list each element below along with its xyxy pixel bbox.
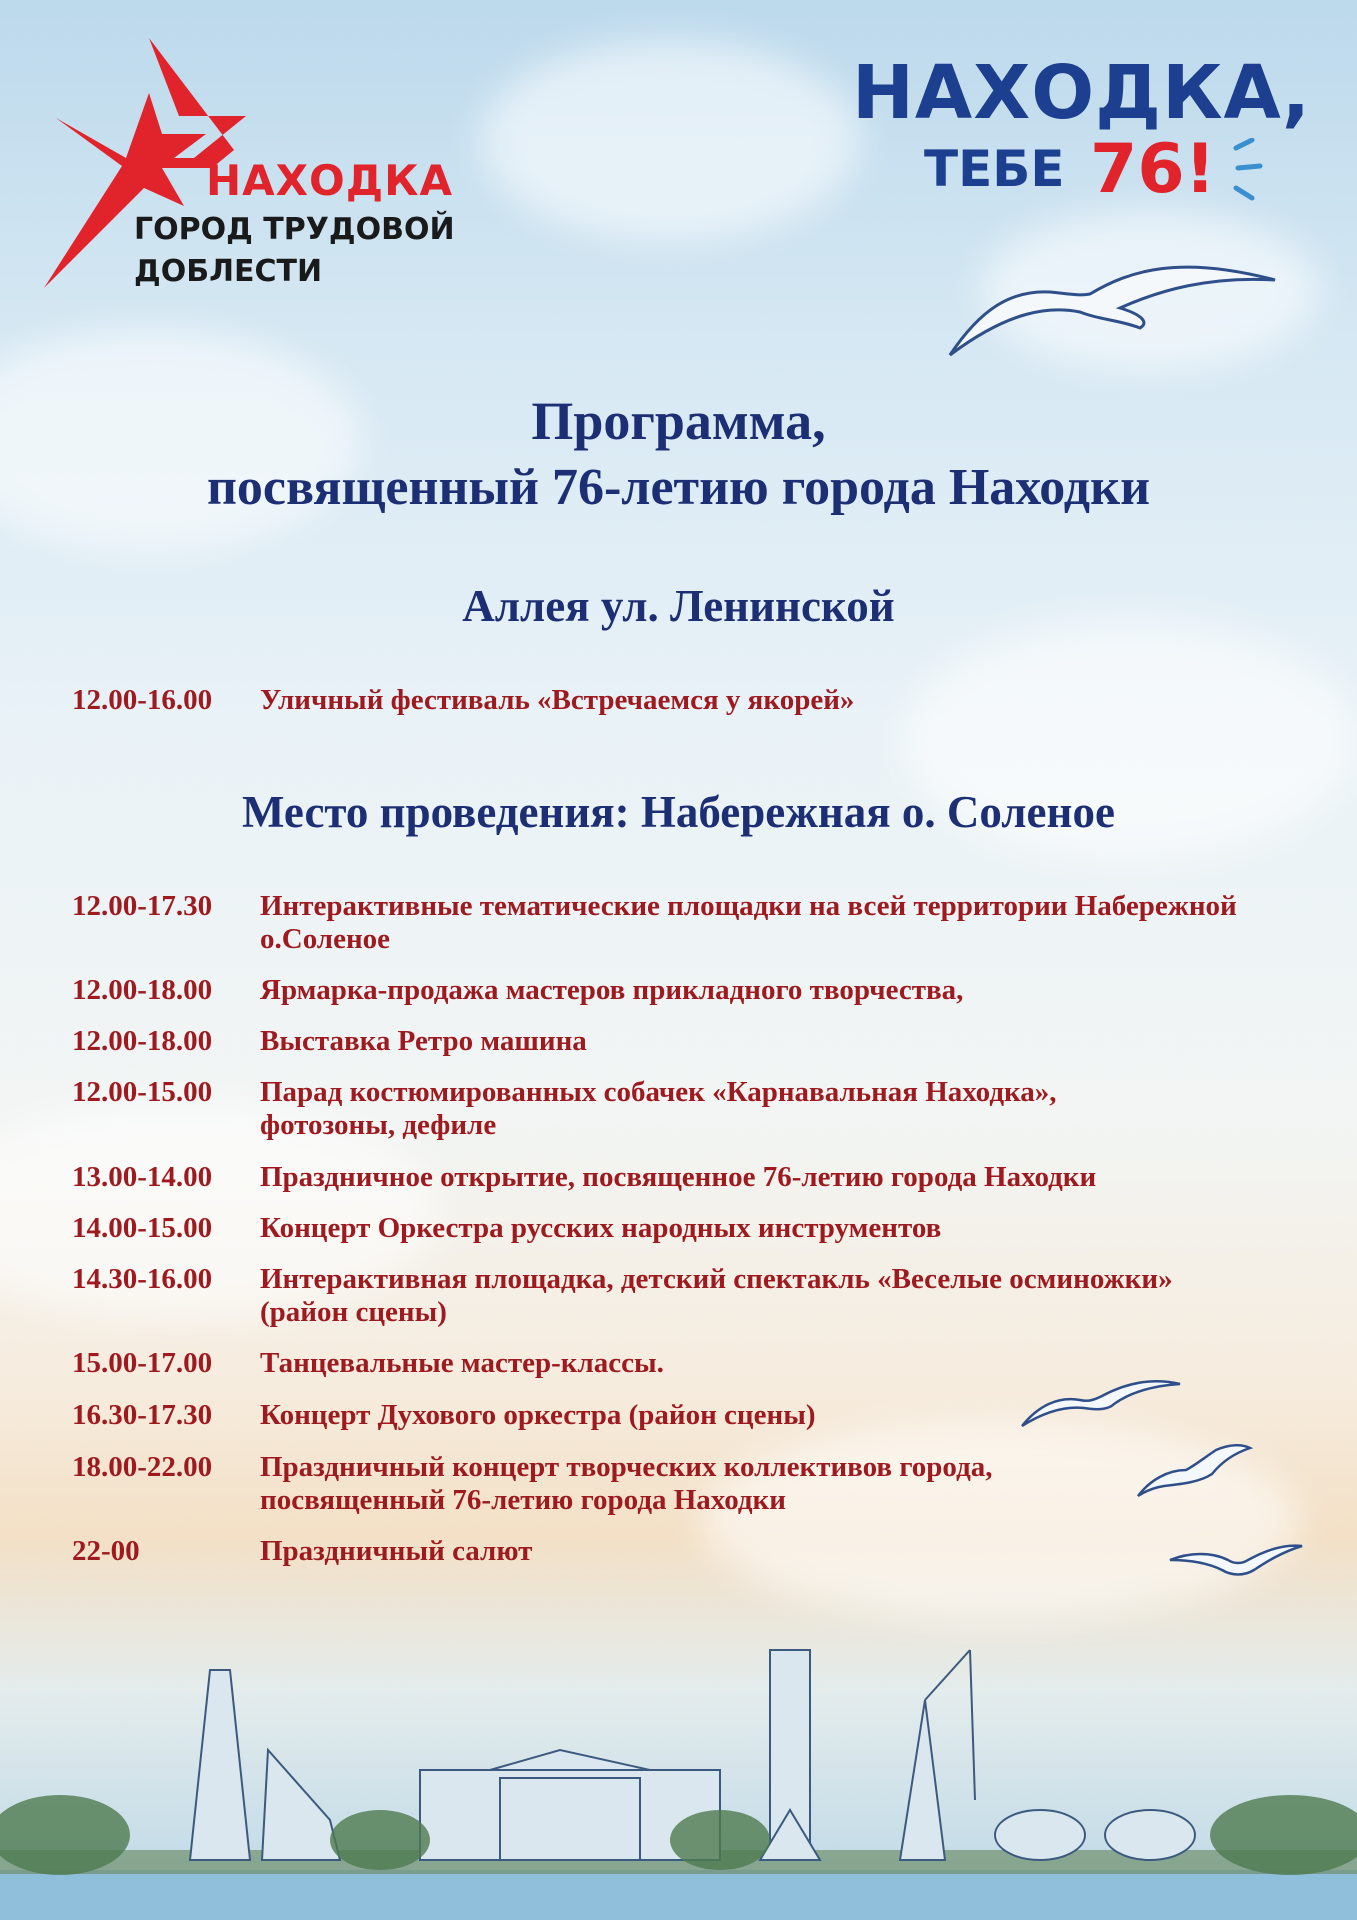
anniversary-headline: НАХОДКА, <box>852 50 1311 136</box>
event-description: Ярмарка-продажа мастеров прикладного творчества, <box>260 974 964 1006</box>
event-description: Концерт Духового оркестра (район сцены) <box>260 1399 816 1431</box>
event-time: 12.00-16.00 <box>72 684 213 716</box>
seagull-icon <box>1018 1370 1183 1430</box>
event-time: 16.30-17.30 <box>72 1399 213 1431</box>
event-description: Концерт Оркестра русских народных инструментов <box>260 1212 942 1244</box>
event-description-line2: посвященный 76-летию города Находки <box>260 1484 786 1516</box>
program-title: Программа, <box>531 391 826 451</box>
program-subtitle: посвященный 76-летию города Находки <box>206 459 1151 516</box>
logo-tagline-line1: ГОРОД ТРУДОВОЙ <box>134 212 455 247</box>
section-heading-embankment: Место проведения: Набережная о. Соленое <box>242 787 1115 837</box>
seagull-icon <box>940 250 1280 360</box>
event-time: 14.30-16.00 <box>72 1263 213 1295</box>
event-description-line1: Парад костюмированных собачек «Карнавальная Находка», <box>260 1076 1057 1108</box>
cloud-decoration <box>480 40 860 240</box>
event-description: Праздничный салют <box>260 1535 533 1567</box>
event-time: 15.00-17.00 <box>72 1347 213 1379</box>
event-time: 14.00-15.00 <box>72 1212 213 1244</box>
event-time: 22-00 <box>72 1535 140 1567</box>
seagull-icon <box>1166 1540 1306 1582</box>
event-description-line1: Праздничный концерт творческих коллективов города, <box>260 1451 993 1483</box>
logo-tagline-line2: ДОБЛЕСТИ <box>134 254 323 289</box>
event-description-line2: фотозоны, дефиле <box>260 1109 497 1141</box>
event-time: 12.00-18.00 <box>72 974 213 1006</box>
event-description-line2: (район сцены) <box>260 1296 447 1328</box>
event-time: 12.00-17.30 <box>72 890 213 922</box>
event-description: Выставка Ретро машина <box>260 1025 587 1057</box>
anniversary-number: 76! <box>1090 130 1216 209</box>
event-description-line2: о.Соленое <box>260 923 391 955</box>
seagull-icon <box>1134 1440 1254 1500</box>
event-time: 12.00-15.00 <box>72 1076 213 1108</box>
event-description <box>260 1263 1357 1329</box>
event-description-line1: Интерактивная площадка, детский спектакль «Веселые осминожки» <box>260 1263 1173 1295</box>
event-description <box>260 890 1357 956</box>
anniversary-subline: ТЕБЕ <box>924 140 1065 198</box>
event-description: Праздничное открытие, посвященное 76-летию города Находки <box>260 1161 1097 1193</box>
event-time: 18.00-22.00 <box>72 1451 213 1483</box>
event-description: Уличный фестиваль «Встречаемся у якорей» <box>260 684 855 716</box>
city-skyline-illustration <box>0 1600 1357 1920</box>
event-time: 13.00-14.00 <box>72 1161 213 1193</box>
sparkle-lines-icon <box>1230 138 1270 208</box>
event-time: 12.00-18.00 <box>72 1025 213 1057</box>
event-description-line1: Интерактивные тематические площадки на всей территории Набережной <box>260 890 1237 922</box>
logo-city-name: НАХОДКА <box>206 156 453 205</box>
event-description <box>260 1076 1357 1142</box>
section-heading-alley: Аллея ул. Ленинской <box>462 581 895 631</box>
event-description: Танцевальные мастер-классы. <box>260 1347 664 1379</box>
